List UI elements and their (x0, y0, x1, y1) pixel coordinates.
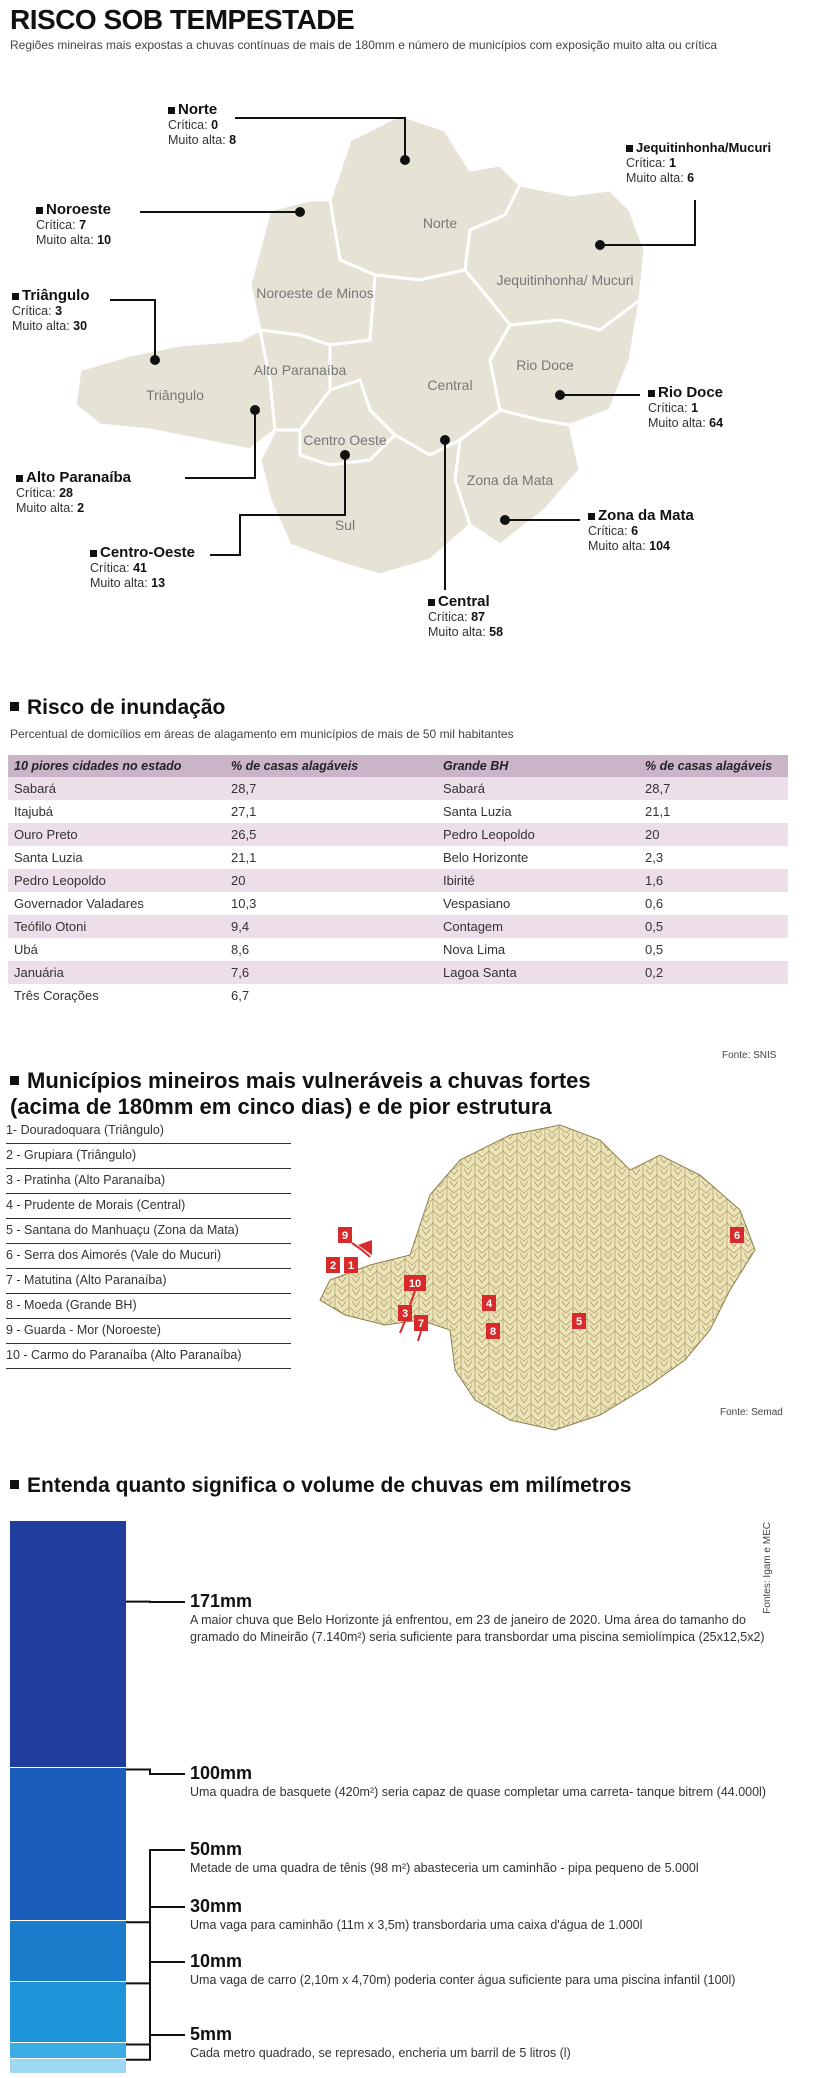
rain-mm-value: 171mm (190, 1591, 253, 1611)
region-label-noroeste: Noroeste Crítica: 7 Muito alta: 10 (36, 201, 112, 247)
flood-source: Fonte: SNIS (722, 1050, 777, 1061)
region-label-rio-doce: Rio Doce Crítica: 1 Muito alta: 64 (648, 384, 724, 430)
column-header: % de casas alagáveis (225, 755, 437, 777)
rain-mm-value: 30mm (190, 1896, 243, 1916)
region-label-alto-paranaiba: Alto Paranaíba Crítica: 28 Muito alta: 2 (16, 469, 132, 515)
svg-text:10: 10 (408, 1278, 422, 1290)
table-row: Santa Luzia 21,1 Belo Horizonte 2,3 (8, 846, 788, 869)
rain-description: A maior chuva que Belo Horizonte já enfrentou, em 23 de janeiro de 2020. Uma área do tamanho do gramado do Mineirão (7.140m²) seria suficiente para transbordar uma piscina semiolímpica (25x12,5x2) (190, 1613, 765, 1644)
rain-leader-line (126, 1850, 185, 1922)
column-header: % de casas alagáveis (639, 755, 788, 777)
map-source: Fonte: Semad (720, 1407, 783, 1418)
list-item: 2 - Grupiara (Triângulo) (6, 1144, 291, 1169)
region-label-zona-da-mata: Zona da Mata Crítica: 6 Muito alta: 104 (588, 507, 694, 553)
rain-item-10 (190, 1950, 790, 1989)
svg-text:3: 3 (401, 1308, 409, 1320)
rain-item-5 (190, 2023, 790, 2062)
page-title: RISCO SOB TEMPESTADE (10, 4, 355, 35)
map-region-label: Alto Paranaíba (253, 362, 347, 378)
rain-leader-line (126, 2035, 185, 2060)
rain-mm-value: 10mm (190, 1951, 243, 1971)
region-label-jequitinhonha: Jequitinhonha/Mucuri Crítica: 1 Muito alta: 6 (626, 140, 772, 185)
rain-description: Uma quadra de basquete (420m²) seria capaz de quase completar uma carreta- tanque bitrem (44.000l) (190, 1785, 767, 1799)
list-item: 8 - Moeda (Grande BH) (6, 1294, 291, 1319)
vulnerable-section-title: Municípios mineiros mais vulneráveis a chuvas fortes (acima de 180mm em cinco dias) e de pior estrutura (10, 1068, 591, 1119)
table-row: Itajubá 27,1 Santa Luzia 21,1 (8, 800, 788, 823)
rain-item-171 (190, 1590, 790, 1646)
rain-description: Cada metro quadrado, se represado, encheria um barril de 5 litros (l) (190, 2046, 571, 2060)
map-region-label: Zona da Mata (466, 472, 554, 488)
table-row: Ouro Preto 26,5 Pedro Leopoldo 20 (8, 823, 788, 846)
svg-text:5: 5 (575, 1316, 583, 1328)
svg-text:6: 6 (733, 1230, 741, 1242)
svg-text:9: 9 (341, 1230, 349, 1242)
map-region-label: Norte (422, 215, 458, 231)
page-subtitle: Regiões mineiras mais expostas a chuvas contínuas de mais de 180mm e número de municípios com exposição muito alta ou crítica (10, 38, 718, 52)
region-label-centro-oeste: Centro-Oeste Crítica: 41 Muito alta: 13 (90, 544, 196, 590)
list-item: 3 - Pratinha (Alto Paranaíba) (6, 1169, 291, 1194)
table-row: Januária 7,6 Lagoa Santa 0,2 (8, 961, 788, 984)
list-item: 6 - Serra dos Aimorés (Vale do Mucuri) (6, 1244, 291, 1269)
region-label-triangulo: Triângulo Crítica: 3 Muito alta: 30 (12, 287, 90, 333)
list-item: 10 - Carmo do Paranaíba (Alto Paranaíba) (6, 1344, 291, 1369)
list-item: 1- Douradoquara (Triângulo) (6, 1119, 291, 1144)
list-item: 7 - Matutina (Alto Paranaíba) (6, 1269, 291, 1294)
region-label-central: Central Crítica: 87 Muito alta: 58 (428, 593, 504, 639)
rain-leader-line (126, 1907, 185, 1983)
map-region-label: Centro Oeste (303, 432, 387, 448)
rain-mm-value: 50mm (190, 1839, 243, 1859)
table-row: Sabará 28,7 Sabará 28,7 (8, 777, 788, 800)
rain-mm-value: 5mm (190, 2024, 233, 2044)
flood-section-subtitle: Percentual de domicílios em áreas de alagamento em municípios de mais de 50 mil habitantes (10, 727, 514, 741)
column-header: Grande BH (437, 755, 639, 777)
list-item: 9 - Guarda - Mor (Noroeste) (6, 1319, 291, 1344)
rain-section-title: Entenda quanto significa o volume de chuvas em milímetros (10, 1474, 631, 1498)
table-row: Governador Valadares 10,3 Vespasiano 0,6 (8, 892, 788, 915)
column-header: 10 piores cidades no estado (8, 755, 225, 777)
list-item: 4 - Prudente de Morais (Central) (6, 1194, 291, 1219)
table-row: Ubá 8,6 Nova Lima 0,5 (8, 938, 788, 961)
list-item: 5 - Santana do Manhuaçu (Zona da Mata) (6, 1219, 291, 1244)
region-label-norte: Norte Crítica: 0 Muito alta: 8 (168, 101, 237, 147)
rain-item-50 (190, 1838, 790, 1877)
map-region-label: Triângulo (146, 387, 204, 403)
rain-description: Uma vaga de carro (2,10m x 4,70m) poderia conter água suficiente para uma piscina infantil (100l) (190, 1973, 736, 1987)
flood-section-title: Risco de inundação (10, 696, 225, 720)
svg-text:8: 8 (489, 1326, 497, 1338)
map-region-label: Jequitinhonha/ Mucuri (496, 272, 634, 288)
table-row: Teófilo Otoni 9,4 Contagem 0,5 (8, 915, 788, 938)
map-region-label: Noroeste de Minos (256, 285, 374, 301)
map-region-label: Sul (334, 517, 356, 533)
rain-item-30 (190, 1895, 790, 1934)
rain-description: Metade de uma quadra de tênis (98 m²) abasteceria um caminhão - pipa pequeno de 5.000l (190, 1861, 699, 1875)
svg-text:2: 2 (329, 1260, 337, 1272)
rain-source: Fontes: Igam e MEC (762, 1522, 773, 1614)
map-region-label: Central (427, 377, 473, 393)
table-row: Pedro Leopoldo 20 Ibirité 1,6 (8, 869, 788, 892)
rain-mm-value: 100mm (190, 1763, 253, 1783)
rain-item-100 (190, 1762, 790, 1801)
map-region-label: Rio Doce (516, 357, 574, 373)
rain-description: Uma vaga para caminhão (11m x 3,5m) transbordaria uma caixa d'água de 1.000l (190, 1918, 643, 1932)
table-row: Três Corações 6,7 (8, 984, 788, 1007)
svg-text:4: 4 (485, 1298, 493, 1310)
rain-leader-line (126, 1769, 185, 1774)
rain-leader-line (126, 1962, 185, 2044)
svg-text:1: 1 (347, 1260, 355, 1272)
svg-text:7: 7 (417, 1318, 425, 1330)
